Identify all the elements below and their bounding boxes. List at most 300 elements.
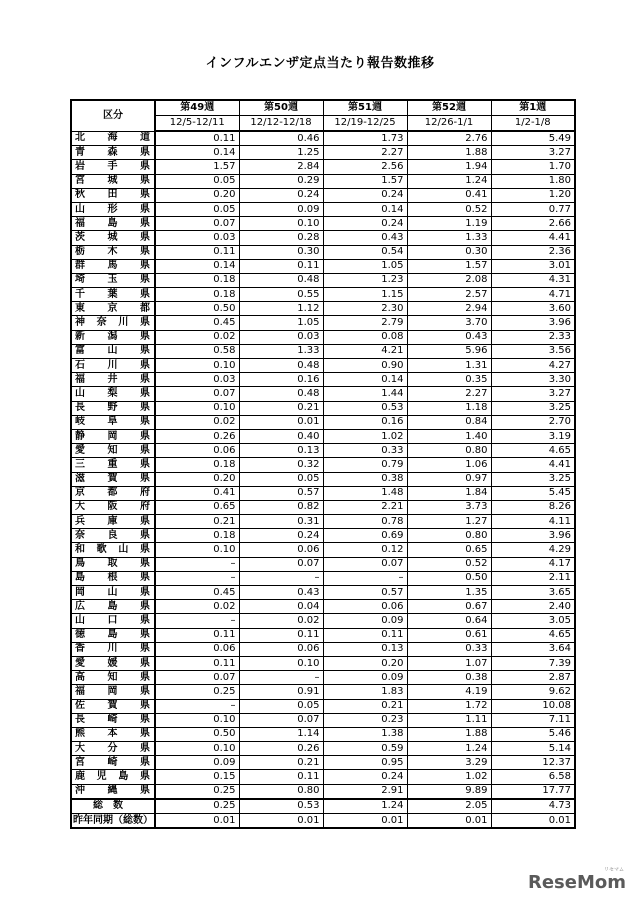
report-value: 0.09 [323,614,407,628]
report-value: 0.80 [239,784,323,799]
report-value: – [155,557,239,571]
report-value: 0.11 [155,628,239,642]
logo-text: ReseMom [527,872,626,893]
report-value: 0.97 [407,472,491,486]
report-value: 0.20 [155,188,239,202]
report-value: 2.08 [407,273,491,287]
prefecture-name: 秋田県 [71,188,155,202]
report-value: – [155,614,239,628]
report-value: 8.26 [491,500,575,514]
report-value: 10.08 [491,699,575,713]
prefecture-name: 北海道 [71,131,155,146]
report-value: 3.30 [491,373,575,387]
header-week: 第50週 [239,100,323,116]
report-value: 1.24 [407,174,491,188]
prefecture-name: 愛媛県 [71,656,155,670]
report-value: 3.05 [491,614,575,628]
report-value: 0.02 [239,614,323,628]
report-value: 5.46 [491,727,575,741]
report-value: 1.05 [239,316,323,330]
prefecture-name: 福井県 [71,373,155,387]
report-value: 0.13 [239,444,323,458]
table-row [71,628,575,642]
report-value: 4.65 [491,628,575,642]
header-kubun: 区分 [71,100,155,131]
report-value: 2.11 [491,571,575,585]
last-year-value: 0.01 [407,814,491,829]
report-value: 0.45 [155,316,239,330]
report-value: 0.24 [239,188,323,202]
report-value: 0.18 [155,288,239,302]
report-value: 1.94 [407,160,491,174]
report-value: 9.62 [491,685,575,699]
report-value: 0.03 [239,330,323,344]
prefecture-name: 青森県 [71,146,155,160]
report-value: 0.21 [239,401,323,415]
report-value: 0.05 [239,472,323,486]
table-row [71,330,575,344]
report-value: 0.43 [407,330,491,344]
report-value: 4.21 [323,344,407,358]
report-value: 0.78 [323,515,407,529]
report-value: 2.27 [407,387,491,401]
report-value: 0.80 [407,529,491,543]
prefecture-name: 石川県 [71,359,155,373]
table-row [71,515,575,529]
table-row [71,401,575,415]
report-value: 0.24 [323,188,407,202]
prefecture-name: 宮城県 [71,174,155,188]
report-value: 0.32 [239,458,323,472]
report-value: 0.52 [407,557,491,571]
report-value: 0.21 [239,756,323,770]
table-row [71,458,575,472]
report-value: 0.23 [323,713,407,727]
report-value: 3.96 [491,529,575,543]
table-row [71,344,575,358]
table-row [71,217,575,231]
table-row [71,770,575,784]
table-row [71,373,575,387]
report-value: 0.10 [155,359,239,373]
report-value: 0.18 [155,273,239,287]
header-row-weeks [71,100,575,116]
prefecture-name: 栃木県 [71,245,155,259]
prefecture-name: 静岡県 [71,429,155,443]
report-value: 0.10 [155,543,239,557]
prefecture-name: 奈良県 [71,529,155,543]
prefecture-name: 沖縄県 [71,784,155,799]
table-row [71,316,575,330]
table-row [71,543,575,557]
report-value: 0.65 [155,500,239,514]
report-value: 0.06 [323,600,407,614]
report-value: 0.90 [323,359,407,373]
prefecture-name: 鳥取県 [71,557,155,571]
prefecture-name: 徳島県 [71,628,155,642]
prefecture-name: 愛知県 [71,444,155,458]
report-value: 0.58 [155,344,239,358]
table-row [71,288,575,302]
report-value: 0.79 [323,458,407,472]
report-value: 0.14 [323,373,407,387]
report-value: 3.27 [491,387,575,401]
report-value: 0.09 [239,202,323,216]
header-date-range: 12/5-12/11 [155,116,239,132]
report-value: 0.28 [239,231,323,245]
report-value: 5.45 [491,486,575,500]
report-value: 3.29 [407,756,491,770]
report-value: 0.41 [155,486,239,500]
resemom-logo [527,867,626,893]
report-value: 0.24 [323,217,407,231]
report-value: 1.57 [407,259,491,273]
report-value: 2.79 [323,316,407,330]
report-value: 1.88 [407,727,491,741]
header-date-range: 12/12-12/18 [239,116,323,132]
report-value: 1.73 [323,131,407,146]
prefecture-name: 京都府 [71,486,155,500]
report-value: 0.82 [239,500,323,514]
report-value: 0.26 [239,742,323,756]
report-value: – [323,571,407,585]
prefecture-name: 宮崎県 [71,756,155,770]
report-value: 0.24 [323,770,407,784]
prefecture-name: 高知県 [71,671,155,685]
table-row [71,529,575,543]
prefecture-name: 山梨県 [71,387,155,401]
last-year-value: 0.01 [491,814,575,829]
report-value: 1.33 [239,344,323,358]
table-row [71,486,575,500]
report-value: 0.10 [239,217,323,231]
report-value: 0.18 [155,458,239,472]
report-value: 0.08 [323,330,407,344]
report-value: 3.64 [491,642,575,656]
report-value: 0.02 [155,600,239,614]
report-value: 0.07 [239,557,323,571]
report-value: 1.72 [407,699,491,713]
report-value: 0.11 [239,259,323,273]
report-value: 0.24 [239,529,323,543]
report-value: 0.16 [239,373,323,387]
report-value: 0.38 [323,472,407,486]
report-value: 1.70 [491,160,575,174]
report-value: 1.23 [323,273,407,287]
table-row [71,784,575,799]
report-value: 4.31 [491,273,575,287]
report-value: 3.01 [491,259,575,273]
report-value: 0.29 [239,174,323,188]
report-value: 1.40 [407,429,491,443]
report-value: 0.14 [155,146,239,160]
table-row [71,742,575,756]
table-row [71,359,575,373]
report-value: 2.57 [407,288,491,302]
report-value: 0.91 [239,685,323,699]
report-value: 0.61 [407,628,491,642]
prefecture-name: 富山県 [71,344,155,358]
table-row [71,415,575,429]
report-value: 0.57 [323,586,407,600]
report-value: 2.94 [407,302,491,316]
report-value: 2.56 [323,160,407,174]
report-value: 0.20 [155,472,239,486]
report-value: 0.25 [155,685,239,699]
report-value: 0.65 [407,543,491,557]
report-value: 9.89 [407,784,491,799]
table-row [71,160,575,174]
report-value: 0.26 [155,429,239,443]
report-value: 0.31 [239,515,323,529]
report-value: 1.33 [407,231,491,245]
report-value: 2.36 [491,245,575,259]
last-year-value: 0.01 [323,814,407,829]
report-value: 7.39 [491,656,575,670]
report-value: 0.21 [155,515,239,529]
report-value: 0.38 [407,671,491,685]
table-row [71,699,575,713]
table-row [71,387,575,401]
report-value: 1.88 [407,146,491,160]
prefecture-name: 広島県 [71,600,155,614]
prefecture-name: 長野県 [71,401,155,415]
prefecture-name: 茨城県 [71,231,155,245]
report-value: 0.09 [155,756,239,770]
report-value: 0.95 [323,756,407,770]
table-row [71,600,575,614]
report-value: 1.24 [407,742,491,756]
report-value: 0.50 [155,302,239,316]
report-value: 0.48 [239,359,323,373]
report-value: 0.57 [239,486,323,500]
report-value: 1.02 [407,770,491,784]
report-value: 0.64 [407,614,491,628]
table-row [71,188,575,202]
prefecture-name: 福島県 [71,217,155,231]
report-value: 3.27 [491,146,575,160]
report-value: 1.44 [323,387,407,401]
report-value: 17.77 [491,784,575,799]
report-value: 3.96 [491,316,575,330]
report-value: 0.11 [323,628,407,642]
report-value: 0.05 [239,699,323,713]
report-value: 1.18 [407,401,491,415]
table-row [71,685,575,699]
report-value: 3.70 [407,316,491,330]
report-value: 1.11 [407,713,491,727]
report-value: 4.71 [491,288,575,302]
table-row [71,472,575,486]
report-value: 0.43 [323,231,407,245]
prefecture-name: 和歌山県 [71,543,155,557]
report-value: 2.87 [491,671,575,685]
report-value: 2.76 [407,131,491,146]
last-year-label: 昨年同期（総数） [71,814,155,829]
report-value: – [239,571,323,585]
report-value: 2.21 [323,500,407,514]
prefecture-name: 兵庫県 [71,515,155,529]
report-value: 1.20 [491,188,575,202]
report-value: 4.19 [407,685,491,699]
prefecture-name: 山口県 [71,614,155,628]
total-row [71,799,575,814]
prefecture-name: 埼玉県 [71,273,155,287]
report-value: 1.57 [323,174,407,188]
table-row [71,713,575,727]
prefecture-name: 東京都 [71,302,155,316]
report-value: 2.30 [323,302,407,316]
report-value: 0.07 [155,217,239,231]
table-row [71,642,575,656]
report-value: 3.25 [491,401,575,415]
prefecture-name: 滋賀県 [71,472,155,486]
report-value: 5.14 [491,742,575,756]
report-value: 3.60 [491,302,575,316]
table-row [71,231,575,245]
report-value: 0.06 [155,444,239,458]
report-value: 2.84 [239,160,323,174]
report-value: 1.12 [239,302,323,316]
page-title: インフルエンザ定点当たり報告数推移 [205,56,435,71]
prefecture-name: 福岡県 [71,685,155,699]
report-value: 0.11 [155,245,239,259]
table-row [71,245,575,259]
report-value: 1.38 [323,727,407,741]
report-value: 0.59 [323,742,407,756]
report-value: 0.30 [239,245,323,259]
report-value: 0.43 [239,586,323,600]
report-value: 1.27 [407,515,491,529]
report-value: 5.49 [491,131,575,146]
report-value: 0.46 [239,131,323,146]
report-value: 0.52 [407,202,491,216]
report-value: 1.83 [323,685,407,699]
report-value: 1.06 [407,458,491,472]
report-value: 2.40 [491,600,575,614]
report-value: 0.11 [239,628,323,642]
last-year-value: 0.01 [239,814,323,829]
table-row [71,202,575,216]
total-value: 0.25 [155,799,239,814]
report-value: 0.20 [323,656,407,670]
report-value: 0.30 [407,245,491,259]
report-value: 0.48 [239,387,323,401]
report-value: 6.58 [491,770,575,784]
prefecture-name: 長崎県 [71,713,155,727]
report-value: 4.27 [491,359,575,373]
table-row [71,586,575,600]
table-row [71,500,575,514]
report-value: 0.07 [239,713,323,727]
table-row [71,756,575,770]
header-week: 第51週 [323,100,407,116]
total-value: 2.05 [407,799,491,814]
report-value: 0.07 [155,387,239,401]
report-value: 4.11 [491,515,575,529]
header-week: 第49週 [155,100,239,116]
table-body [71,131,575,799]
report-value: 0.50 [407,571,491,585]
header-date-range: 1/2-1/8 [491,116,575,132]
report-value: 0.05 [155,202,239,216]
header-week: 第52週 [407,100,491,116]
total-value: 0.53 [239,799,323,814]
table-row [71,444,575,458]
report-value: 4.29 [491,543,575,557]
report-value: 0.45 [155,586,239,600]
report-value: 0.69 [323,529,407,543]
prefecture-name: 千葉県 [71,288,155,302]
prefecture-name: 山形県 [71,202,155,216]
table-row [71,557,575,571]
table-row [71,671,575,685]
header-week: 第1週 [491,100,575,116]
table-row [71,146,575,160]
total-value: 1.24 [323,799,407,814]
prefecture-name: 熊本県 [71,727,155,741]
prefecture-name: 大分県 [71,742,155,756]
report-value: 0.14 [323,202,407,216]
report-value: 4.65 [491,444,575,458]
total-value: 4.73 [491,799,575,814]
report-value: 1.25 [239,146,323,160]
report-value: 1.15 [323,288,407,302]
report-value: 3.73 [407,500,491,514]
report-value: 7.11 [491,713,575,727]
report-value: – [155,571,239,585]
report-value: 0.11 [155,656,239,670]
report-value: 2.70 [491,415,575,429]
report-value: 0.48 [239,273,323,287]
report-value: 0.50 [155,727,239,741]
report-value: 0.12 [323,543,407,557]
prefecture-name: 鹿児島県 [71,770,155,784]
report-value: 0.25 [155,784,239,799]
report-value: 0.02 [155,330,239,344]
report-value: 0.11 [239,770,323,784]
report-value: 0.09 [323,671,407,685]
report-value: 1.48 [323,486,407,500]
report-value: 1.84 [407,486,491,500]
report-value: 1.02 [323,429,407,443]
report-value: 0.41 [407,188,491,202]
report-value: 0.54 [323,245,407,259]
report-value: 4.17 [491,557,575,571]
table-container [70,99,576,829]
total-label: 総数 [71,799,155,814]
prefecture-name: 三重県 [71,458,155,472]
table-row [71,174,575,188]
report-value: 2.91 [323,784,407,799]
logo-subtext: リセマム [604,867,624,873]
report-value: 2.33 [491,330,575,344]
report-value: 0.55 [239,288,323,302]
report-value: 0.07 [323,557,407,571]
report-value: 0.80 [407,444,491,458]
prefecture-name: 神奈川県 [71,316,155,330]
influenza-report-table [70,99,576,829]
report-value: 0.06 [155,642,239,656]
prefecture-name: 香川県 [71,642,155,656]
report-value: 2.66 [491,217,575,231]
report-value: 0.01 [239,415,323,429]
report-value: 0.10 [239,656,323,670]
table-row [71,302,575,316]
report-value: 0.07 [155,671,239,685]
report-value: 1.35 [407,586,491,600]
prefecture-name: 岐阜県 [71,415,155,429]
